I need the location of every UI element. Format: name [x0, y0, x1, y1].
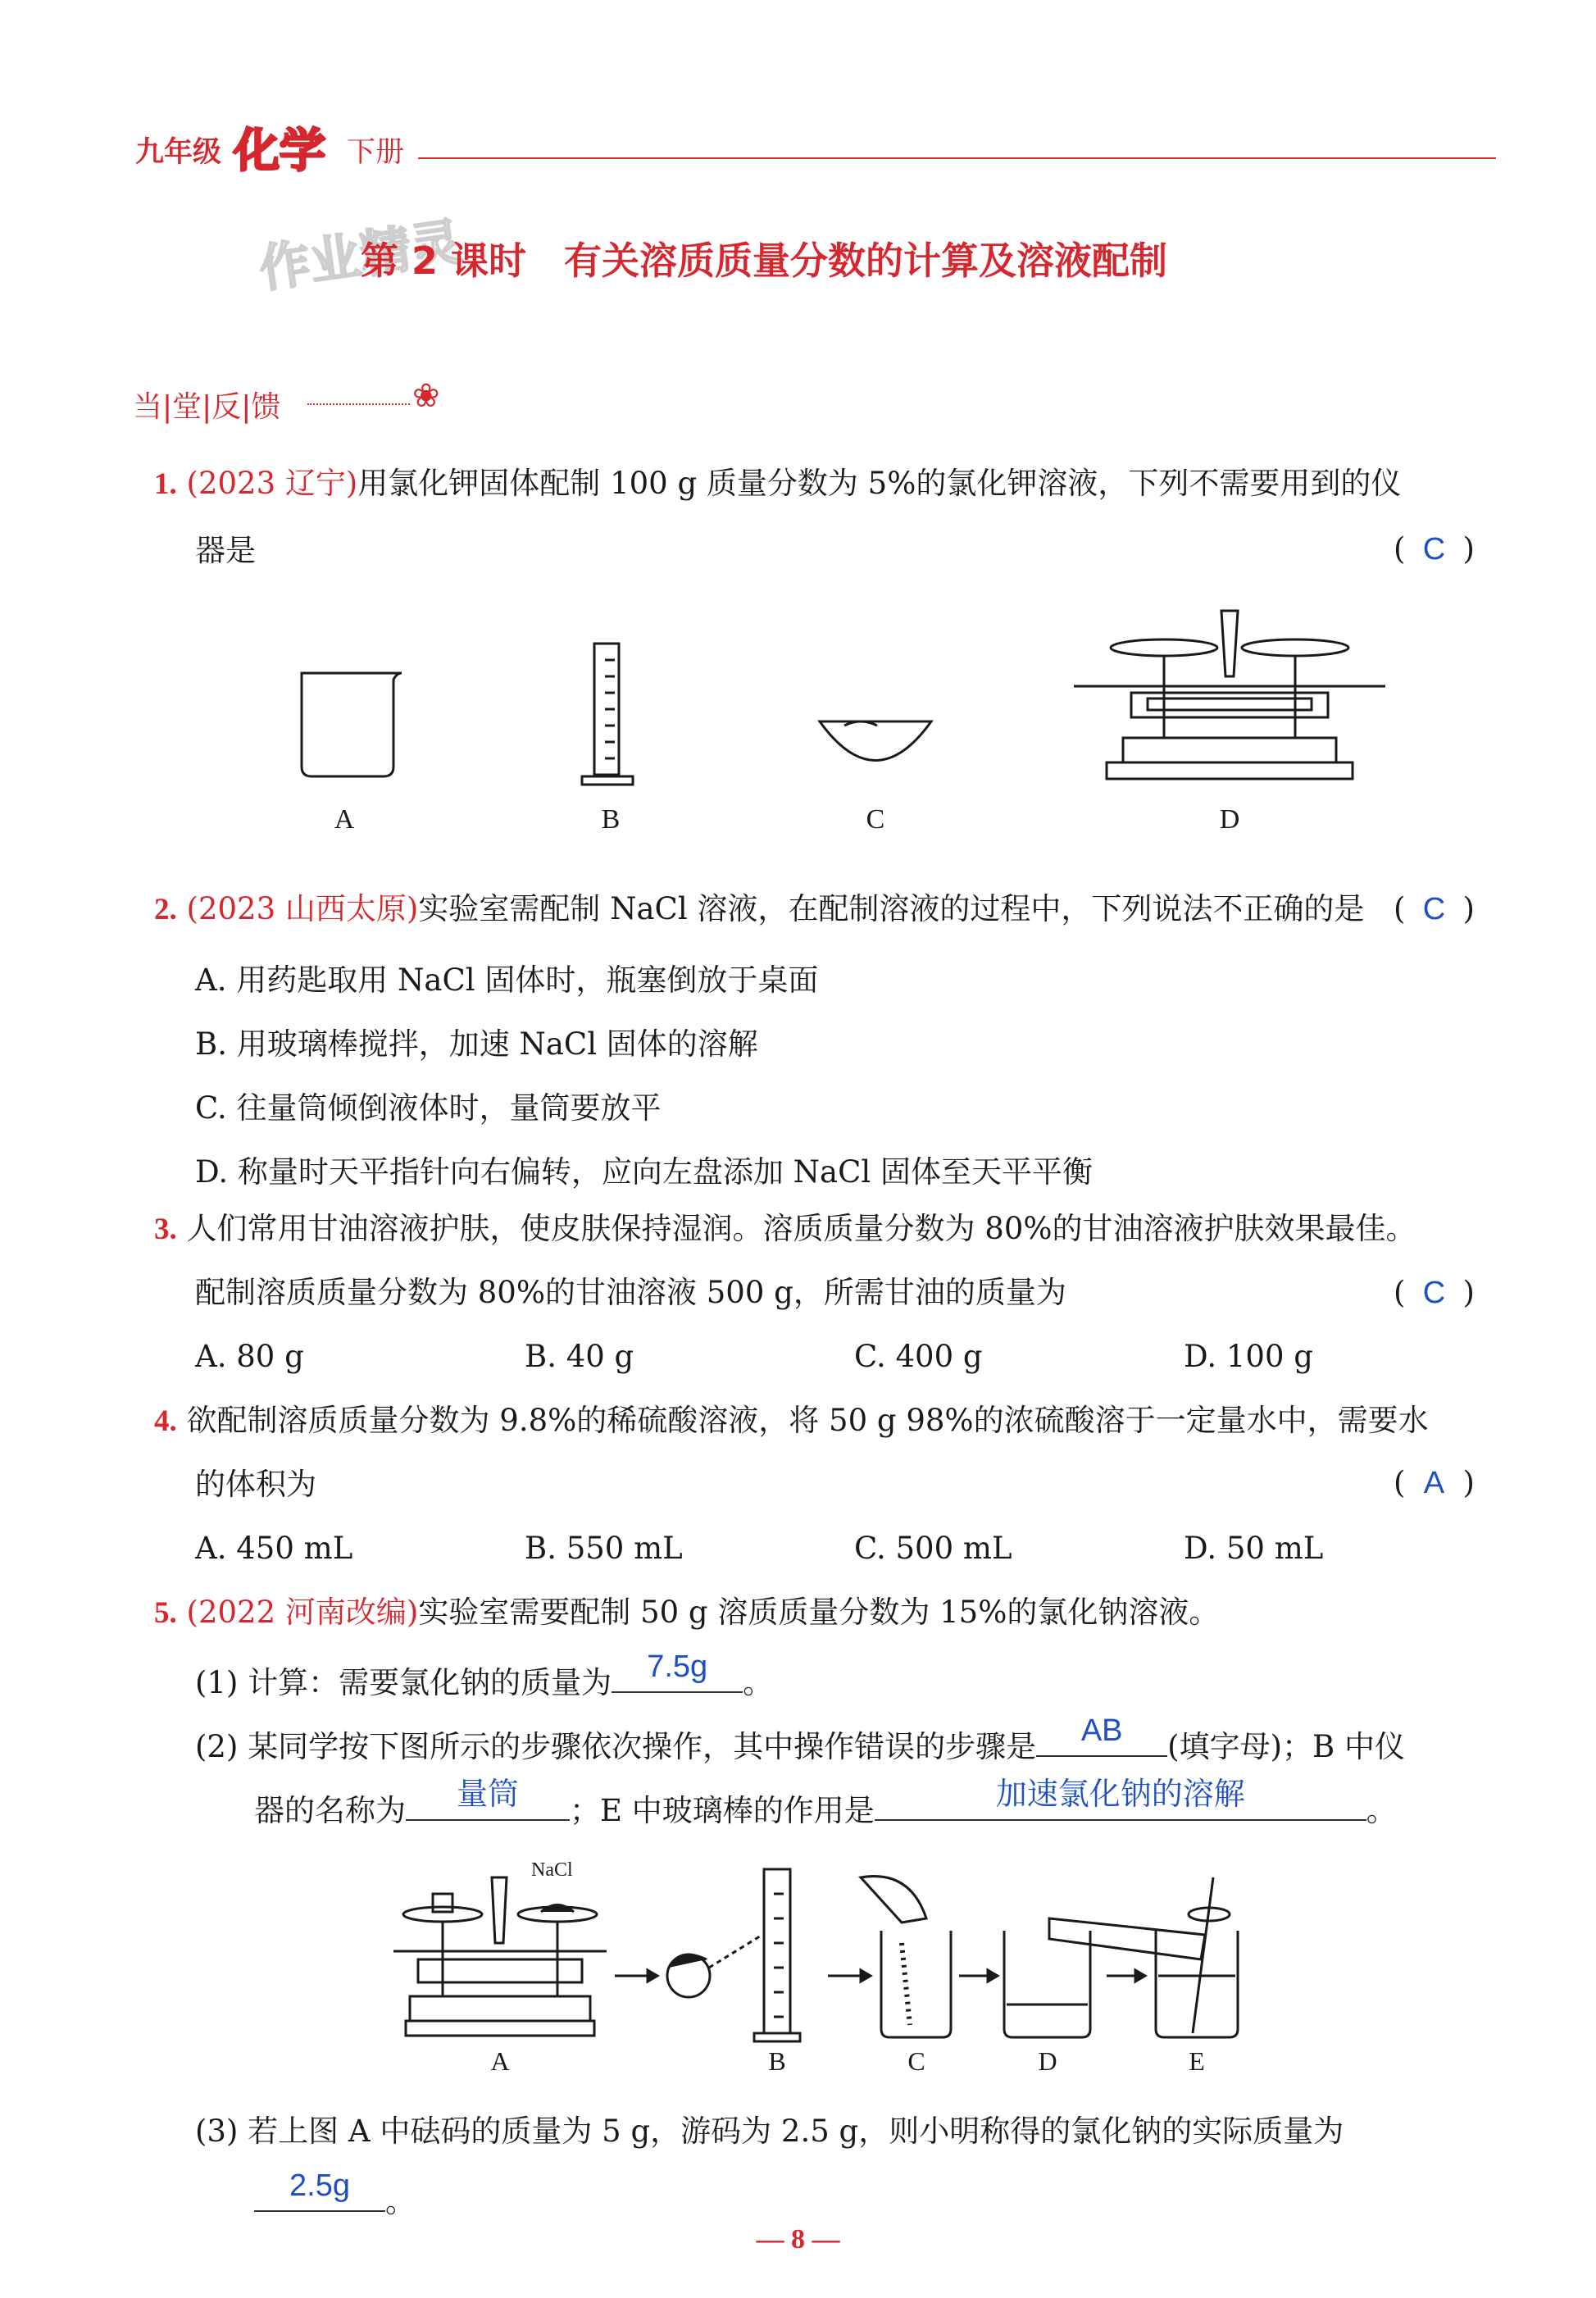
q5-figure-labels: [490, 2046, 1204, 2076]
q5-balance-drawing: [393, 1877, 607, 2036]
beaker-drawing: [302, 673, 402, 776]
q1-answer: C: [1422, 532, 1446, 567]
q5-part3-line1: (3) 若上图 A 中砝码的质量为 5 g，游码为 2.5 g，则小明称得的氯化钠的实际质量为: [195, 2114, 1344, 2149]
section-dotted-rule: [307, 403, 410, 405]
q5-p2-mid: (填字母)；B 中仪: [1167, 1729, 1405, 1764]
q4-answer: A: [1423, 1466, 1445, 1500]
q5-beaker-c-drawing: [861, 1877, 951, 2037]
q3-answer: C: [1422, 1276, 1446, 1310]
q1-label-d: D: [1219, 804, 1240, 835]
q2-source: (2023 山西太原): [186, 891, 419, 926]
q5-p2-answer-a: AB: [1080, 1713, 1123, 1749]
q5-label-e: E: [1189, 2046, 1205, 2076]
q1-source: (2023 辽宁): [186, 466, 358, 501]
q2-option-a: A. 用药匙取用 NaCl 固体时，瓶塞倒放于桌面: [195, 962, 819, 998]
q3-option-a: A. 80 g: [195, 1339, 304, 1374]
q2-number: 2.: [154, 893, 177, 926]
evaporating-dish-drawing: [820, 721, 931, 761]
q3-answer-paren: ( C ): [1394, 1275, 1475, 1310]
q5-p2-line2-mid: ；E 中玻璃棒的作用是: [570, 1793, 875, 1828]
q5-p1-prefix: (1) 计算：需要氯化钠的质量为: [195, 1665, 612, 1700]
header-grade: 九年级: [135, 136, 222, 169]
q5-p1-answer: 7.5g: [647, 1650, 708, 1685]
q5-line: [154, 1595, 1219, 1631]
q3-line1: [154, 1211, 1416, 1248]
balance-drawing: [1074, 611, 1385, 779]
q3-text-line1: 人们常用甘油溶液护肤，使皮肤保持湿润。溶质质量分数为 80%的甘油溶液护肤效果最佳。: [186, 1211, 1416, 1246]
q5-label-c: C: [907, 2046, 925, 2076]
q4-text-line1: 欲配制溶质质量分数为 9.8%的稀硫酸溶液，将 50 g 98%的浓硫酸溶于一定量水中，需要水: [186, 1403, 1429, 1438]
q4-option-b: B. 550 mL: [525, 1531, 683, 1566]
q4-number: 4.: [154, 1404, 177, 1438]
q5-part2-line2: [254, 1777, 1397, 1829]
q5-text: 实验室需要配制 50 g 溶质质量分数为 15%的氯化钠溶液。: [418, 1595, 1220, 1630]
q2-line: [154, 891, 1364, 928]
q4-line2: 的体积为: [195, 1467, 316, 1502]
q5-part3-line2: [254, 2168, 416, 2220]
q1-figure-labels: [334, 804, 1240, 835]
q5-figure-nacl: NaCl: [531, 1859, 573, 1881]
q4-option-a: A. 450 mL: [195, 1531, 353, 1566]
q5-p2-blank-c: [875, 1777, 1366, 1821]
q5-p1-blank: [612, 1650, 743, 1693]
q4-line1: [154, 1403, 1429, 1440]
q1-figure: [279, 594, 1426, 840]
q5-p2-line2-prefix: 器的名称为: [254, 1793, 406, 1828]
q5-figure: [385, 1853, 1328, 2082]
q1-line2: 器是: [195, 533, 256, 568]
header-rule: [418, 157, 1496, 159]
q2-answer-paren: ( C ): [1394, 891, 1475, 926]
cylinder-drawing: [582, 644, 633, 785]
q5-p3-blank: [254, 2168, 385, 2212]
q4-option-c: C. 500 mL: [854, 1531, 1012, 1566]
q5-p2-blank-b: [406, 1777, 570, 1821]
q1-number: 1.: [154, 467, 177, 501]
watermark: 作业精灵: [255, 212, 466, 299]
q5-beaker-e-drawing: [1156, 1877, 1238, 2037]
q3-option-b: B. 40 g: [525, 1339, 634, 1374]
q4-answer-paren: ( A ): [1394, 1465, 1475, 1500]
q5-p2-answer-c: 加速氯化钠的溶解: [995, 1777, 1245, 1813]
q3-option-d: D. 100 g: [1184, 1339, 1313, 1374]
q5-label-d: D: [1038, 2046, 1057, 2076]
q1-line1: [154, 466, 1401, 503]
header-subject: 化学: [234, 125, 325, 178]
q5-label-b: B: [768, 2046, 786, 2076]
q2-option-c: C. 往量筒倾倒液体时，量筒要放平: [195, 1090, 662, 1126]
q1-text-line1: 用氯化钾固体配制 100 g 质量分数为 5%的氯化钾溶液，下列不需要用到的仪: [357, 466, 1402, 501]
q5-cylinder-drawing: [754, 1869, 800, 2041]
q2-text: 实验室需配制 NaCl 溶液，在配制溶液的过程中，下列说法不正确的是: [418, 891, 1365, 926]
q2-answer: C: [1422, 892, 1446, 926]
section-flourish-icon: ❀: [412, 377, 440, 415]
q5-part2-line1: [195, 1713, 1405, 1765]
q5-p2-prefix: (2) 某同学按下图所示的步骤依次操作，其中操作错误的步骤是: [195, 1729, 1037, 1764]
q5-beaker-d-drawing: [1004, 1918, 1205, 2037]
q5-number: 5.: [154, 1596, 177, 1630]
q5-p2-blank-a: [1036, 1713, 1167, 1757]
q5-p2-line2-suffix: 。: [1366, 1793, 1397, 1828]
q1-label-a: A: [334, 804, 355, 835]
q3-number: 3.: [154, 1213, 177, 1246]
q1-answer-paren: ( C ): [1394, 531, 1475, 567]
observer-head-drawing: [667, 1935, 762, 1997]
q2-option-d: D. 称量时天平指针向右偏转，应向左盘添加 NaCl 固体至天平平衡: [195, 1154, 1093, 1190]
q1-label-b: B: [601, 804, 621, 835]
q5-source: (2022 河南改编): [186, 1595, 419, 1630]
page-header: [135, 115, 1496, 178]
header-volume: 下册: [347, 136, 405, 169]
page-title: 第 2 课时 有关溶质质量分数的计算及溶液配制: [361, 239, 1168, 283]
q5-part1: [195, 1650, 774, 1701]
q4-option-d: D. 50 mL: [1184, 1531, 1324, 1566]
q1-label-c: C: [866, 804, 885, 835]
q3-line2: 配制溶质质量分数为 80%的甘油溶液 500 g，所需甘油的质量为: [195, 1275, 1066, 1310]
q5-p3-suffix: 。: [385, 2184, 416, 2219]
q3-option-c: C. 400 g: [854, 1339, 983, 1374]
q5-p3-answer: 2.5g: [289, 2168, 350, 2204]
section-label: 当|堂|反|馈: [133, 390, 281, 424]
q5-p1-suffix: 。: [743, 1665, 774, 1700]
q5-p2-answer-b: 量筒: [456, 1777, 519, 1813]
q2-option-b: B. 用玻璃棒搅拌，加速 NaCl 固体的溶解: [195, 1026, 758, 1062]
page-number: — 8 —: [756, 2224, 840, 2255]
q5-label-a: A: [490, 2046, 510, 2076]
